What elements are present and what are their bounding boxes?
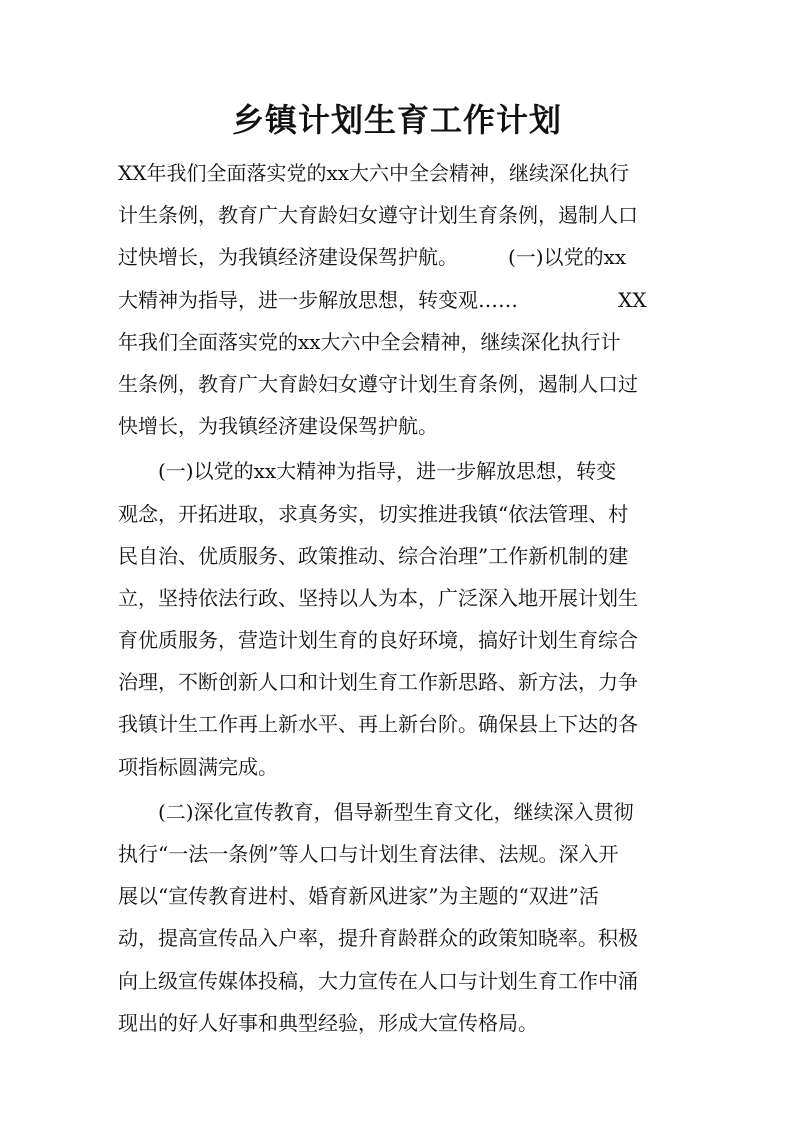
body-line: 现出的好人好事和典型经验，形成大宣传格局。 <box>118 1010 538 1035</box>
document-body <box>118 152 674 1044</box>
body-line: 过快增长，为我镇经济建设保驾护航。 (一)以党的xx <box>118 245 627 270</box>
body-line: 展以“宣传教育进村、婚育新风进家”为主题的“双进”活 <box>118 884 599 909</box>
body-line: (一)以党的xx大精神为指导，进一步解放思想，转变 <box>118 459 617 484</box>
body-line: 治理，不断创新人口和计划生育工作新思路、新方法，力争 <box>118 670 638 695</box>
body-line: 动，提高宣传品入户率，提升育龄群众的政策知晓率。积极 <box>118 926 638 951</box>
body-line: 生条例，教育广大育龄妇女遵守计划生育条例，遏制人口过 <box>118 371 638 396</box>
body-line: 向上级宣传媒体投稿，大力宣传在人口与计划生育工作中涌 <box>118 968 638 993</box>
body-line: 我镇计生工作再上新水平、再上新台阶。确保县上下达的各 <box>118 712 638 737</box>
body-line: 执行“一法一条例”等人口与计划生育法律、法规。深入开 <box>118 842 619 866</box>
body-line: 民自治、优质服务、政策推动、综合治理”工作新机制的建 <box>118 543 629 568</box>
body-line: 年我们全面落实党的xx大六中全会精神，继续深化执行计 <box>118 329 621 354</box>
body-line: 项指标圆满完成。 <box>118 754 278 779</box>
body-line: 快增长，为我镇经济建设保驾护航。 <box>118 414 438 439</box>
body-line: 大精神为指导，进一步解放思想，转变观…… XX <box>118 287 647 312</box>
body-line: 计生条例，教育广大育龄妇女遵守计划生育条例，遏制人口 <box>118 203 638 228</box>
body-line: 育优质服务，营造计划生育的良好环境，搞好计划生育综合 <box>118 628 638 653</box>
body-line: 观念，开拓进取，求真务实，切实推进我镇“依法管理、村 <box>118 501 629 526</box>
document-title: 乡镇计划生育工作计划 <box>231 101 562 139</box>
body-line: XX年我们全面落实党的xx大六中全会精神，继续深化执行 <box>118 161 630 185</box>
body-line: (二)深化宣传教育，倡导新型生育文化，继续深入贯彻 <box>118 799 634 824</box>
body-line: 立，坚持依法行政、坚持以人为本，广泛深入地开展计划生 <box>118 585 638 610</box>
